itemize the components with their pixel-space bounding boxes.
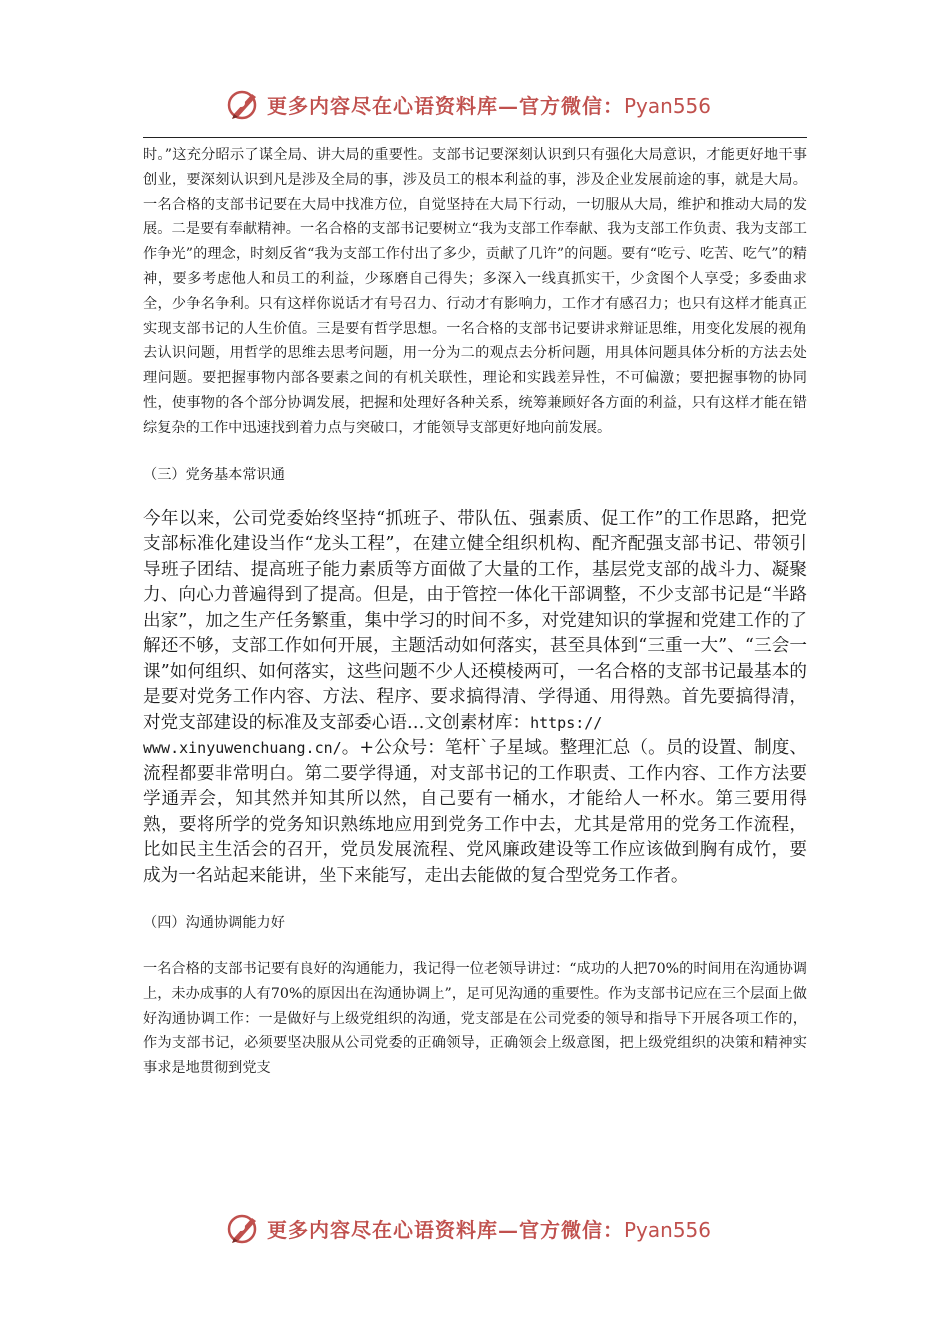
paragraph-communication: 一名合格的支部书记要有良好的沟通能力，我记得一位老领导讲过：“成功的人把70%的时间用在沟通协调上，未办成事的人有70%的原因出在沟通协调上”，足可见沟通的重要性。作为支部书记应在三个层面上做好沟通协调工作：一是做好与上级党组织的沟通，党支部是在公司党委的领导和指导下开展各项工作的，作为支部书记，必须要坚决服从公司党委的正确领导，正确领会上级意图，把上级党组织的决策和精神实事求是地贯彻到党支	[143, 961, 807, 1077]
paragraph-leadership-spirit: 时。”这充分昭示了谋全局、讲大局的重要性。支部书记要深刻认识到只有强化大局意识，才能更好地干事创业，要深刻认识到凡是涉及全局的事，涉及员工的根本利益的事，涉及企业发展前途的事，就是大局。一名合格的支部书记要在大局中找准方位，自觉坚持在大局下行动，一切服从大局，维护和推动大局的发展。二是要有奉献精神。一名合格的支部书记要树立“我为支部工作奉献、我为支部工作负责、我为支部工作争光”的理念，时刻反省“我为支部工作付出了多少，贡献了几许”的问题。要有“吃亏、吃苦、吃气”的精神，要多考虑他人和员工的利益，少琢磨自己得失；多深入一线真抓实干，少贪图个人享受；多委曲求全，少争名争利。只有这样你说话才有号召力、行动才有影响力，工作才有感召力；也只有这样才能真正实现支部书记的人生价值。三是要有哲学思想。一名合格的支部书记要讲求辩证思维，用变化发展的视角去认识问题，用哲学的思维去思考问题，用一分为二的观点去分析问题，用具体问题具体分析的方法去处理问题。要把握事物内部各要素之间的有机关联性，理论和实践差异性，不可偏激；要把握事物的协同性，使事物的各个部分协调发展，把握和处理好各种关系，统筹兼顾好各方面的利益，只有这样才能在错综复杂的工作中迅速找到着力点与突破口，才能领导支部更好地向前发展。	[143, 147, 807, 436]
header-banner	[225, 84, 745, 124]
document-body	[143, 143, 807, 1081]
footer-banner-text: 更多内容尽在心语资料库—官方微信：Pyan556	[267, 1217, 712, 1242]
pen-logo-icon	[225, 86, 261, 122]
section-heading-3: （三）党务基本常识通	[143, 466, 285, 483]
paragraph-party-knowledge: 今年以来，公司党委始终坚持“抓班子、带队伍、强素质、促工作”的工作思路，把党支部标准化建设当作“龙头工程”，在建立健全组织机构、配齐配强支部书记、带领引导班子团结、提高班子能力素质等方面做了大量的工作，基层党支部的战斗力、凝聚力、向心力普遍得到了提高。但是，由于管控一体化干部调整，不少支部书记是“半路出家”，加之生产任务繁重，集中学习的时间不多，对党建知识的掌握和党建工作的了解还不够，支部工作如何开展，主题活动如何落实，甚至具体到“三重一大”、“三会一课”如何组织、如何落实，这些问题不少人还模棱两可，一名合格的支部书记最基本的是要对党务工作内容、方法、程序、要求搞得清、学得通、用得熟。首先要搞得清，对党支部建设的标准及支部委心语…文创素材库：https:// www.xinyuwenchuang.cn/。+公众号：笔杆`子星域。整理汇总（。员的设置、制度、流程都要非常明白。第二要学得通，对支部书记的工作职责、工作内容、工作方法要学通弄会，知其然并知其所以然，自己要有一桶水，才能给人一杯水。第三要用得熟，要将所学的党务知识熟练地应用到党务工作中去，尤其是常用的党务工作流程，比如民主生活会的召开，党员发展流程、党风廉政建设等工作应该做到胸有成竹，要成为一名站起来能讲，坐下来能写，走出去能做的复合型党务工作者。	[143, 508, 807, 886]
section-heading-4: （四）沟通协调能力好	[143, 915, 285, 932]
footer-banner	[225, 1208, 745, 1248]
header-banner-text: 更多内容尽在心语资料库—官方微信：Pyan556	[267, 93, 712, 118]
header-rule	[143, 137, 807, 138]
pen-logo-icon	[225, 1210, 261, 1246]
